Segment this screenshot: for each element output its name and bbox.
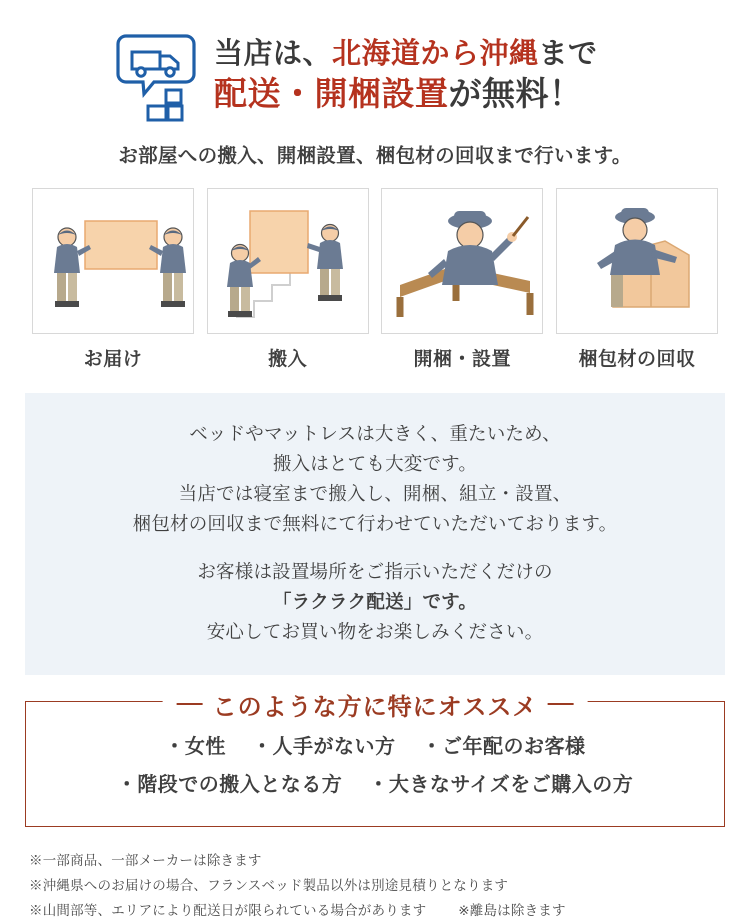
note-row <box>29 899 725 924</box>
recommend-item: ・ご年配のお客様 <box>421 735 586 758</box>
desc-para1-line2: 搬入はとても大変です。 <box>272 452 478 474</box>
desc-para2-line3: 安心してお買い物をお楽しみください。 <box>206 620 544 642</box>
headline-line1-suffix: まで <box>538 38 598 71</box>
recommend-title-wrap <box>163 687 588 722</box>
recommend-item: ・人手がない方 <box>252 735 396 758</box>
step-label: 開梱・設置 <box>413 349 512 370</box>
step-item <box>32 188 194 371</box>
desc-para2-line2: 「ラクラク配送」です。 <box>272 590 478 612</box>
description-panel <box>25 393 725 675</box>
desc-para1-line1: ベッドやマットレスは大きく、重たいため、 <box>189 423 561 444</box>
desc-para1-line4: 梱包材の回収まで無料にて行わせていただいております。 <box>132 512 618 534</box>
recommend-item: ・女性 <box>164 735 226 758</box>
title-dash-left <box>177 703 203 705</box>
step-item <box>381 188 543 371</box>
two-movers-carrying-board-icon <box>33 189 195 335</box>
desc-para1-line3: 当店では寝室まで搬入し、開梱、組立・設置、 <box>178 482 572 504</box>
step-label: お届け <box>83 349 143 370</box>
steps-row <box>25 188 725 371</box>
worker-collecting-cardboard-icon <box>557 189 719 335</box>
delivery-truck-icon <box>110 28 206 124</box>
headline-line-2 <box>214 73 598 115</box>
header <box>25 0 725 124</box>
desc-para2-line1: お客様は設置場所をご指示いただくだけの <box>197 560 553 582</box>
headline-line1-prefix: 当店は、 <box>214 38 333 71</box>
headline-line1-accent: 北海道から沖縄 <box>332 38 539 71</box>
step-illustration-carry-in <box>207 188 369 334</box>
step-item <box>207 188 369 371</box>
headline-line2-accent: 配送・開梱設置 <box>214 75 449 113</box>
step-label: 搬入 <box>268 349 308 370</box>
notes-list <box>25 849 725 924</box>
recommend-row-1 <box>36 728 714 766</box>
note-item: ※山間部等、エリアにより配送日が限られている場合があります <box>29 902 427 918</box>
step-illustration-recycle <box>556 188 718 334</box>
recommend-row-2 <box>36 766 714 804</box>
step-illustration-assembly <box>381 188 543 334</box>
title-dash-right <box>547 703 573 705</box>
step-label: 梱包材の回収 <box>578 349 696 370</box>
note-item: ※沖縄県へのお届けの場合、フランスベッド製品以外は別途見積りとなります <box>29 877 509 893</box>
worker-assembling-bed-icon <box>382 189 544 335</box>
headline-line-1 <box>214 36 598 73</box>
recommend-item: ・階段での搬入となる方 <box>116 773 343 796</box>
headline-line2-suffix: が無料！ <box>448 75 583 113</box>
recommend-box <box>25 693 725 827</box>
headline <box>214 36 598 115</box>
recommend-title: このような方に特にオススメ <box>212 693 538 721</box>
step-illustration-delivery <box>32 188 194 334</box>
note-item: ※一部商品、一部メーカーは除きます <box>29 852 262 868</box>
step-item <box>556 188 718 371</box>
note-item: ※離島は除きます <box>458 902 566 918</box>
movers-carrying-up-stairs-icon <box>208 189 370 335</box>
subheadline: お部屋への搬入、開梱設置、梱包材の回収まで行います。 <box>118 145 632 167</box>
recommend-item: ・大きなサイズをご購入の方 <box>368 773 634 796</box>
paragraph-gap <box>35 539 715 557</box>
